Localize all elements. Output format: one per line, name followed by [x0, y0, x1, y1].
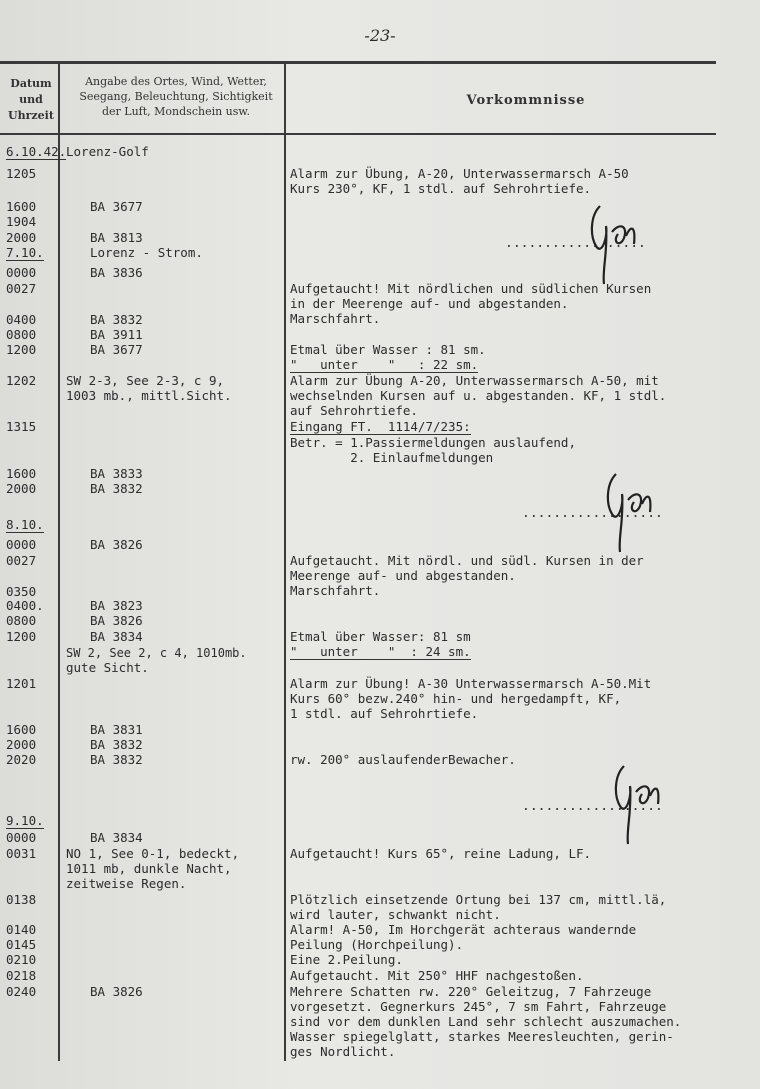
log-entry: Mehrere Schatten rw. 220° Geleitzug, 7 Fahrzeuge [290, 984, 652, 999]
log-entry: Wasser spiegelglatt, starkes Meeresleuchten, gerin- [290, 1029, 674, 1044]
log-entry: Alarm zur Übung, A-20, Unterwassermarsch A-50 [290, 166, 629, 181]
log-location: Lorenz - Strom. [90, 245, 203, 260]
log-grid-square: BA 3826 [90, 984, 143, 999]
log-entry: Marschfahrt. [290, 583, 381, 598]
log-time: 0218 [6, 968, 37, 983]
log-entry: Alarm! A-50, Im Horchgerät achteraus wandernde [290, 922, 637, 937]
log-entry: Meerenge auf- und abgestanden. [290, 568, 516, 583]
log-entry: ges Nordlicht. [290, 1044, 396, 1059]
log-entry: wird lauter, schwankt nicht. [290, 907, 501, 922]
log-time: 2020 [6, 752, 37, 767]
log-time: 1201 [6, 676, 37, 691]
log-date: 6.10.42. [6, 144, 67, 159]
log-time: 0800 [6, 327, 37, 342]
header-vorkommnisse: Vorkommnisse [466, 93, 586, 108]
log-grid-square: BA 3832 [90, 737, 143, 752]
log-entry: Aufgetaucht. Mit nördl. und südl. Kursen in der [290, 553, 644, 568]
header-ort: Angabe des Ortes, Wind, Wetter, Seegang, Beleuchtung, Sichtigkeit der Luft, Mondschein usw. [79, 75, 273, 118]
log-time: 1202 [6, 373, 37, 388]
header-datum: Datum und Uhrzeit [8, 77, 54, 122]
log-grid-square: BA 3813 [90, 230, 143, 245]
log-weather: gute Sicht. [66, 660, 149, 675]
log-time: 0210 [6, 952, 37, 967]
log-grid-square: BA 3834 [90, 830, 143, 845]
log-weather: 1011 mb, dunkle Nacht, [66, 861, 232, 876]
log-time: 0138 [6, 892, 37, 907]
log-entry: Peilung (Horchpeilung). [290, 937, 464, 952]
log-entry: Etmal über Wasser : 81 sm. [290, 342, 486, 357]
log-entry: rw. 200° auslaufenderBewacher. [290, 752, 516, 767]
log-time: 1200 [6, 629, 37, 644]
log-entry: Marschfahrt. [290, 311, 381, 326]
log-time: 0800 [6, 613, 37, 628]
log-entry: Betr. = 1.Passiermeldungen auslaufend, [290, 435, 576, 450]
log-entry: 1 stdl. auf Sehrohrtiefe. [290, 706, 479, 721]
log-time: 0140 [6, 922, 37, 937]
log-time: 0000 [6, 537, 37, 552]
log-entry: Eingang FT. 1114/7/235: [290, 419, 471, 434]
log-grid-square: BA 3826 [90, 537, 143, 552]
log-time: 1600 [6, 722, 37, 737]
log-grid-square: BA 3911 [90, 327, 143, 342]
log-time: 0400 [6, 312, 37, 327]
log-grid-square: BA 3834 [90, 629, 143, 644]
log-weather: SW 2, See 2, c 4, 1010mb. [66, 646, 247, 660]
log-entry: Etmal über Wasser: 81 sm [290, 629, 471, 644]
col-divider-2 [284, 61, 286, 1061]
log-grid-square: BA 3833 [90, 466, 143, 481]
log-weather: zeitweise Regen. [66, 876, 187, 891]
log-time: 2000 [6, 230, 37, 245]
log-entry: vorgesetzt. Gegnerkurs 245°, 7 sm Fahrt, Fahrzeuge [290, 999, 667, 1014]
log-time: 2000 [6, 737, 37, 752]
signature [582, 196, 642, 286]
col-divider-1 [58, 61, 60, 1061]
log-entry: " unter " : 22 sm. [290, 357, 479, 372]
log-entry: wechselnden Kursen auf u. abgestanden. KF, 1 stdl. [290, 388, 667, 403]
log-time: 0027 [6, 553, 37, 568]
log-entry: 2. Einlaufmeldungen [290, 450, 494, 465]
log-time: 0000 [6, 830, 37, 845]
log-time: 1315 [6, 419, 37, 434]
log-time: 0000 [6, 265, 37, 280]
log-grid-square: BA 3831 [90, 722, 143, 737]
signature-line: .................. [522, 799, 663, 814]
log-entry: in der Meerenge auf- und abgestanden. [290, 296, 569, 311]
log-grid-square: BA 3677 [90, 342, 143, 357]
signature [598, 464, 658, 554]
log-time: 0240 [6, 984, 37, 999]
signature [606, 756, 666, 846]
log-weather: NO 1, See 0-1, bedeckt, [66, 846, 240, 861]
log-entry: " unter " : 24 sm. [290, 644, 471, 659]
page-number: -23- [364, 26, 396, 45]
log-location: Lorenz-Golf [66, 144, 149, 159]
log-grid-square: BA 3832 [90, 312, 143, 327]
log-entry: Aufgetaucht! Mit nördlichen und südlichen Kursen [290, 281, 652, 296]
log-entry: Kurs 60° bezw.240° hin- und hergedampft, KF, [290, 691, 622, 706]
log-grid-square: BA 3823 [90, 598, 143, 613]
log-entry: Plötzlich einsetzende Ortung bei 137 cm, mittl.lä, [290, 892, 667, 907]
log-entry: Aufgetaucht. Mit 250° HHF nachgestoßen. [290, 968, 584, 983]
log-entry: Aufgetaucht! Kurs 65°, reine Ladung, LF. [290, 846, 592, 861]
header-bottom-rule [0, 133, 716, 135]
log-grid-square: BA 3832 [90, 752, 143, 767]
log-grid-square: BA 3832 [90, 481, 143, 496]
log-date: 9.10. [6, 813, 44, 828]
log-entry: sind vor dem dunklen Land sehr schlecht auszumachen. [290, 1014, 682, 1029]
log-entry: Eine 2.Peilung. [290, 952, 403, 967]
log-time: 1600 [6, 466, 37, 481]
log-time: 0400. [6, 598, 44, 613]
log-time: 2000 [6, 481, 37, 496]
log-time: 1904 [6, 214, 37, 229]
log-grid-square: BA 3826 [90, 613, 143, 628]
log-time: 1600 [6, 199, 37, 214]
log-entry: auf Sehrohrtiefe. [290, 403, 418, 418]
log-time: 0027 [6, 281, 37, 296]
log-time: 1200 [6, 342, 37, 357]
log-entry: Alarm zur Übung! A-30 Unterwassermarsch A-50.Mit [290, 676, 652, 691]
log-weather: 1003 mb., mittl.Sicht. [66, 388, 232, 403]
log-date: 7.10. [6, 245, 44, 260]
top-rule [0, 61, 716, 64]
log-weather: SW 2-3, See 2-3, c 9, [66, 373, 225, 388]
log-time: 0031 [6, 846, 37, 861]
log-time: 0350 [6, 584, 37, 599]
log-grid-square: BA 3677 [90, 199, 143, 214]
log-time: 0145 [6, 937, 37, 952]
signature-line: .................. [505, 236, 646, 251]
log-entry: Kurs 230°, KF, 1 stdl. auf Sehrohrtiefe. [290, 181, 592, 196]
log-entry: Alarm zur Übung A-20, Unterwassermarsch A-50, mit [290, 373, 659, 388]
signature-line: .................. [522, 506, 663, 521]
log-date: 8.10. [6, 517, 44, 532]
log-time: 1205 [6, 166, 37, 181]
log-grid-square: BA 3836 [90, 265, 143, 280]
